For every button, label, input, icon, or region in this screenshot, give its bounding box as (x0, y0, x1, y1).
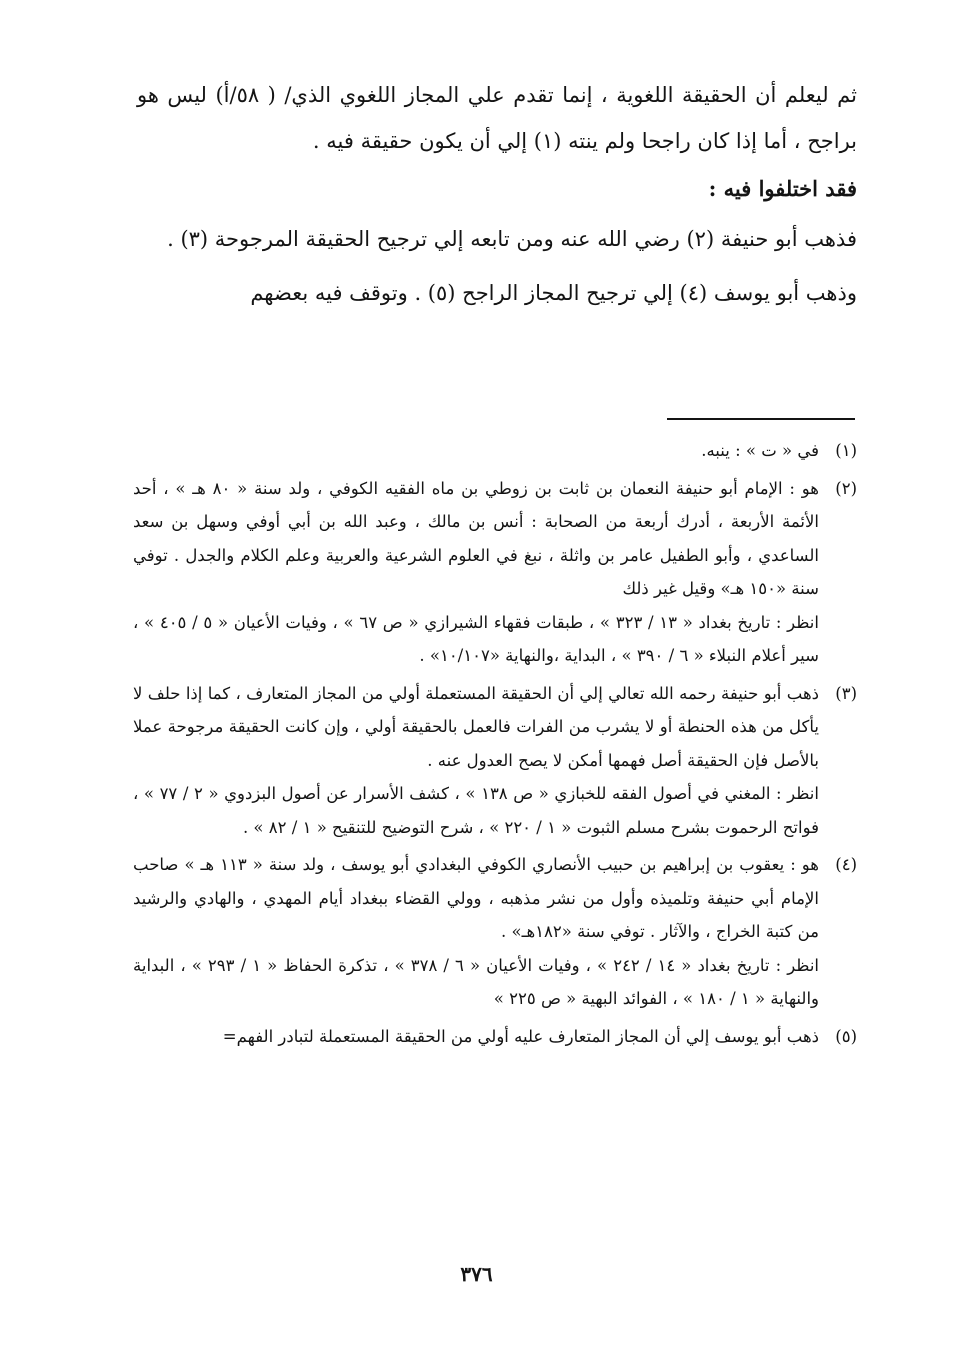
footnote-references: انظر : تاريخ بغداد « ١٤ / ٢٤٢ » ، وفيات الأعيان « ٦ / ٣٧٨ » ، تذكرة الحفاظ « ١ / ٢٩٣ » ، البداية والنهاية « ١ / ١٨٠ » ، الفوائد البهية « ص ٢٢٥ » (133, 955, 820, 1008)
footnote-text: ذهب أبو حنيفة رحمه الله تعالي إلي أن الحقيقة المستعملة أولي من المجاز المتعارف ، كما إذا حلف لا يأكل من هذه الحنطة أو لا يشرب من الفرات فالعمل بالحقيقة أولي ، وإن كانت الحقيقة مرجوحة عملا بالأصل فإن الحقيقة أصل فهمها أمكن لا يصح العدول عنه . (133, 683, 819, 770)
footnote-4 (133, 848, 857, 1016)
footnotes (133, 434, 857, 1057)
footnote-text: هو : الإمام أبو حنيفة النعمان بن ثابت بن زوطي بن ماه الفقيه الكوفي ، ولد سنة « ٨٠ هـ » ، أحد الأئمة الأربعة ، أدرك أربعة من الصحابة : أنس بن مالك ، وعبد الله بن أبي أوفي وسهل بن سعد الساعدي ، وأبو الطفيل عامر بن واثلة ، نبغ في العلوم الشرعية والعربية وعلم الكلام والجدل . توفي سنة «١٥٠ هـ» وقيل غير ذلك (133, 478, 819, 598)
footnote-references: انظر : المغني في أصول الفقه للخبازي « ص ١٣٨ » ، كشف الأسرار عن أصول البزدوي « ٢ / ٧٧ » ، فواتح الرحموت بشرح مسلم الثبوت « ١ / ٢٢٠ » ، شرح التوضيح للتنقيح « ١ / ٨٢ » . (133, 784, 819, 837)
footnote-text: في « ت » : ينبه. (701, 441, 819, 460)
footnote-3 (133, 677, 857, 845)
main-paragraph-3: وذهب أبو يوسف (٤) إلي ترجيح المجاز الراجح (٥) . وتوقف فيه بعضهم (250, 281, 857, 305)
footnote-number: (١) (835, 441, 857, 460)
footnote-number: (٤) (835, 855, 857, 874)
footnote-number: (٢) (835, 478, 857, 498)
section-heading: فقد اختلفوا فيه : (708, 176, 857, 201)
footnote-text: ذهب أبو يوسف إلي أن المجاز المتعارف عليه أولي من الحقيقة المستعملة لتبادر الفهم= (222, 1026, 819, 1046)
page-number: ٣٧٦ (460, 1262, 493, 1286)
footnote-references: انظر : تاريخ بغداد « ١٣ / ٣٢٣ » ، طبقات فقهاء الشيرازي « ص ٦٧ » ، وفيات الأعيان « ٥ / ٤٠٥ » ، سير أعلام النبلاء « ٦ / ٣٩٠ » ، البداية ،والنهاية «١٠/١٠٧» . (133, 612, 819, 665)
footnote-2 (133, 472, 857, 673)
footnote-text: هو : يعقوب بن إبراهيم بن حبيب الأنصاري الكوفي البغدادي أبو يوسف ، ولد سنة « ١١٣ هـ » صاحب الإمام أبي حنيفة وتلميذه وأول من نشر مذهبه ، وولي القضاء ببغداد أيام المهدي ، والهادي والرشيد من كتبة الخراج ، والآثار . توفي سنة «١٨٢هـ» . (133, 855, 819, 941)
footnote-number: (٣) (835, 683, 857, 703)
main-text (137, 72, 857, 316)
footnote-separator (667, 418, 855, 420)
footnote-5 (133, 1020, 857, 1054)
main-paragraph-2: فذهب أبو حنيفة (٢) رضي الله عنه ومن تابعه إلي ترجيح الحقيقة المرجوحة (٣) . (167, 227, 857, 251)
footnote-1 (133, 434, 857, 468)
footnote-number: (٥) (835, 1026, 857, 1046)
main-paragraph-1: ثم ليعلم أن الحقيقة اللغوية ، إنما تقدم علي المجاز اللغوي الذي/ ( ٥٨/أ) ليس هو براجح ، أما إذا كان راجحا ولم ينته (١) إلي أن يكون حقيقة فيه . (137, 83, 857, 153)
